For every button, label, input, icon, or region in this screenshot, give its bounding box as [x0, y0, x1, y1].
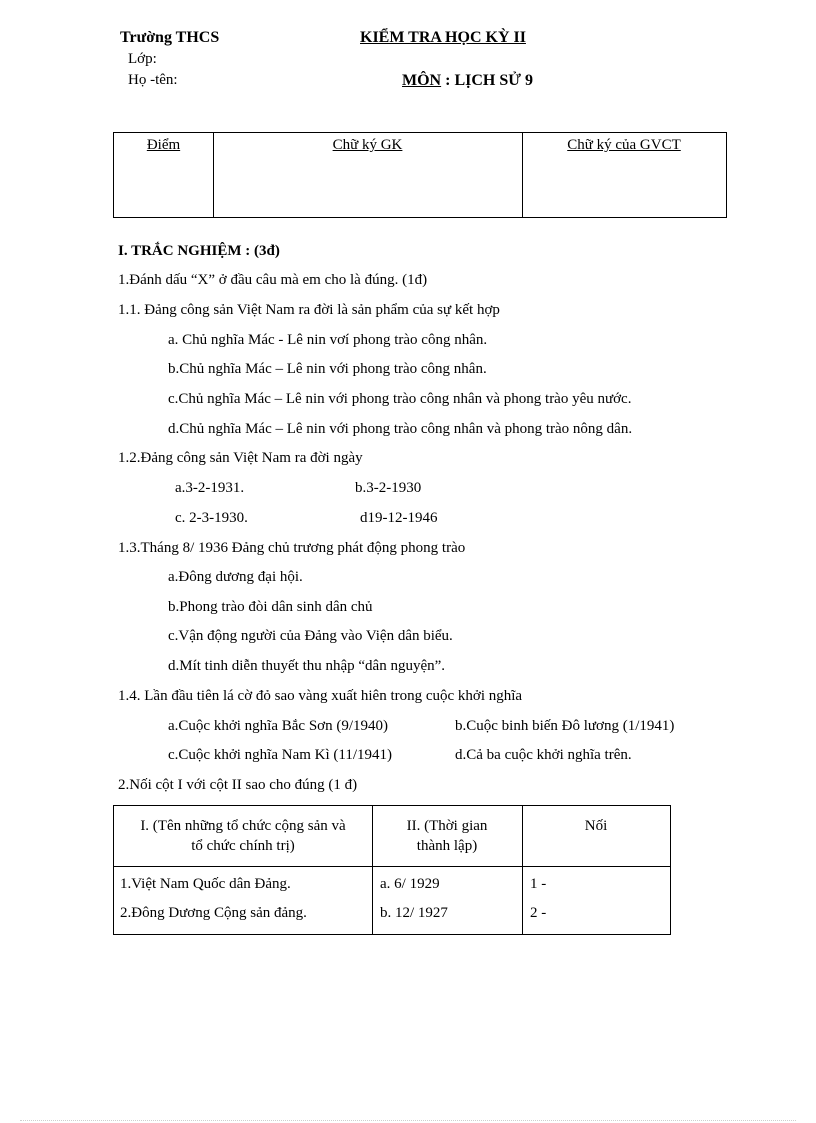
option-1-2-b: b.3-2-1930 [355, 480, 422, 496]
column-2-header-line2: thành lập) [416, 838, 478, 854]
option-1-4-c: c.Cuộc khởi nghĩa Nam Kì (11/1941) [168, 747, 393, 763]
option-1-4-a: a.Cuộc khởi nghĩa Bắc Sơn (9/1940) [168, 718, 388, 734]
column-1-header [114, 816, 372, 856]
question-1-3: 1.3.Tháng 8/ 1936 Đảng chủ trương phát động phong trào [118, 540, 466, 556]
section-title: I. TRẮC NGHIỆM : (3đ) [118, 243, 280, 259]
option-1-1-c: c.Chủ nghĩa Mác – Lê nin với phong trào công nhân và phong trào yêu nước. [168, 391, 632, 407]
exam-title: KIỂM TRA HỌC KỲ II [360, 29, 526, 46]
link-2: 2 - [530, 905, 547, 921]
matching-table [113, 805, 671, 935]
signature-table [113, 132, 727, 218]
column-2-header [372, 816, 522, 856]
time-b: b. 12/ 1927 [380, 905, 448, 921]
option-1-1-b: b.Chủ nghĩa Mác – Lê nin với phong trào công nhân. [168, 361, 487, 377]
option-1-4-b: b.Cuộc binh biến Đô lương (1/1941) [455, 718, 675, 734]
question-1-2: 1.2.Đảng công sản Việt Nam ra đời ngày [118, 450, 363, 466]
instruction-2: 2.Nối cột I với cột II sao cho đúng (1 đ) [118, 777, 358, 793]
org-1: 1.Việt Nam Quốc dân Đảng. [120, 876, 291, 892]
subject-name: : LỊCH SỬ 9 [441, 72, 533, 89]
option-1-1-d: d.Chủ nghĩa Mác – Lê nin với phong trào công nhân và phong trào nông dân. [168, 421, 633, 437]
option-1-2-c: c. 2-3-1930. [175, 510, 248, 526]
column-2-header-line1: II. (Thời gian [406, 818, 488, 834]
subject-label: MÔN [402, 72, 442, 89]
option-1-3-c: c.Vận động người của Đảng vào Viện dân biểu. [168, 628, 453, 644]
subject-line [402, 72, 533, 90]
question-1-1: 1.1. Đảng công sản Việt Nam ra đời là sản phẩm của sự kết hợp [118, 302, 500, 318]
link-1: 1 - [530, 876, 547, 892]
grader-signature-header: Chữ ký GK [332, 137, 403, 153]
option-1-1-a: a. Chủ nghĩa Mác - Lê nin vơí phong trào công nhân. [168, 332, 488, 348]
proctor-signature-header: Chữ ký của GVCT [567, 137, 681, 153]
class-label: Lớp: [128, 51, 157, 67]
score-header: Điểm [146, 137, 181, 153]
matching-table-header-divider [114, 866, 670, 867]
time-a: a. 6/ 1929 [380, 876, 440, 892]
column-1-header-line1: I. (Tên những tổ chức cộng sản và [140, 818, 346, 834]
page-bottom-border [20, 1120, 796, 1121]
question-1-4: 1.4. Lần đầu tiên lá cờ đỏ sao vàng xuất hiên trong cuộc khởi nghĩa [118, 688, 523, 704]
option-1-3-d: d.Mít tinh diễn thuyết thu nhập “dân nguyện”. [168, 658, 446, 674]
student-name-label: Họ -tên: [128, 72, 178, 88]
option-1-2-a: a.3-2-1931. [175, 480, 245, 496]
org-2: 2.Đông Dương Cộng sản đảng. [120, 905, 307, 921]
option-1-3-a: a.Đông dương đại hội. [168, 569, 303, 585]
school-name: Trường THCS [120, 29, 220, 46]
option-1-4-d: d.Cả ba cuộc khởi nghĩa trên. [455, 747, 632, 763]
column-1-header-line2: tổ chức chính trị) [191, 838, 295, 854]
option-1-2-d: d19-12-1946 [360, 510, 438, 526]
option-1-3-b: b.Phong trào đòi dân sinh dân chủ [168, 599, 373, 615]
instruction-1: 1.Đánh dấu “X” ở đầu câu mà em cho là đúng. (1đ) [118, 272, 428, 288]
column-3-header: Nối [584, 818, 608, 834]
